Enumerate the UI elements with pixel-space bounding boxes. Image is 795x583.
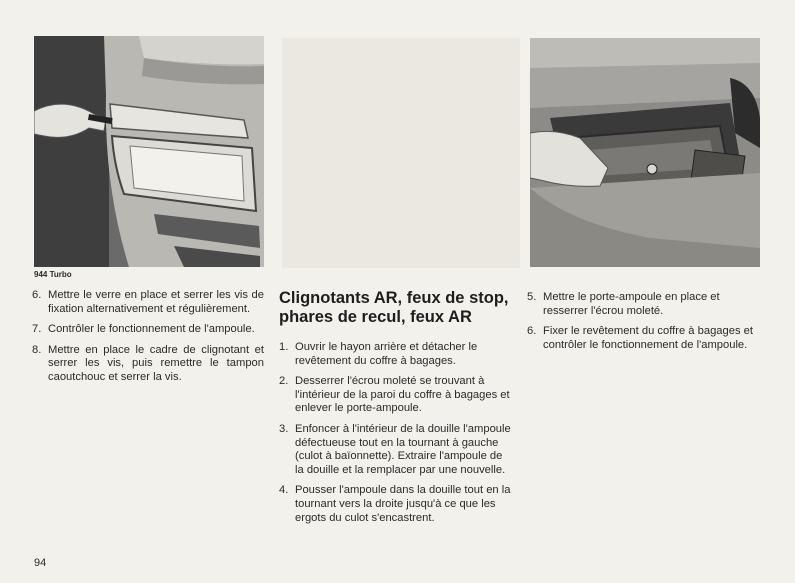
left-column <box>32 289 264 392</box>
step-number: 5. <box>527 291 537 303</box>
step-text: Mettre le porte-ampoule en place et resserrer l'écrou moleté. <box>543 291 720 317</box>
middle-column <box>279 289 511 532</box>
step-text: Mettre en place le cadre de clignotant et serrer les vis, puis remettre le tampon caoutchouc et serrer la vis. <box>48 343 264 383</box>
step-item <box>32 323 264 337</box>
step-item <box>527 291 759 318</box>
step-text: Ouvrir le hayon arrière et détacher le revêtement du coffre à bagages. <box>295 341 478 367</box>
step-item <box>279 375 511 416</box>
step-item <box>279 341 511 368</box>
step-number: 2. <box>279 375 289 388</box>
rear-lamp-holder-photo <box>530 38 760 267</box>
right-steps-list <box>527 291 759 352</box>
step-text: Pousser l'ampoule dans la douille tout en la tournant vers la droite jusqu'à ce que les ergots du culot s'encastrent. <box>295 484 511 524</box>
step-number: 7. <box>32 323 42 336</box>
step-item <box>32 289 264 316</box>
step-number: 4. <box>279 484 289 497</box>
step-number: 6. <box>527 325 537 338</box>
step-item <box>279 484 511 525</box>
section-title: Clignotants AR, feux de stop, phares de recul, feux AR <box>279 289 509 326</box>
bleed-through-shade <box>282 38 520 268</box>
step-text: Enfoncer à l'intérieur de la douille l'ampoule défectueuse tout en la tournant à gauche (culot à baïonnette). Extraire l'ampoule de la douille et la remplacer par une nouvelle. <box>295 422 511 476</box>
left-steps-list <box>32 289 264 385</box>
step-text: Fixer le revêtement du coffre à bagages et contrôler le fonctionnement de l'ampoule. <box>543 325 753 351</box>
step-text: Contrôler le fonctionnement de l'ampoule. <box>48 323 255 336</box>
right-column <box>527 291 759 359</box>
step-text: Mettre le verre en place et serrer les vis de fixation alternativement et régulièrement. <box>48 289 264 315</box>
step-item <box>32 344 264 385</box>
step-number: 8. <box>32 343 42 356</box>
figure-caption: 944 Turbo <box>34 270 72 279</box>
page-number: 94 <box>34 557 47 569</box>
step-number: 3. <box>279 422 289 435</box>
front-indicator-photo <box>34 36 264 267</box>
step-number: 1. <box>279 341 289 353</box>
step-item <box>527 325 759 352</box>
step-text: Desserrer l'écrou moleté se trouvant à l'intérieur de la paroi du coffre à bagages et enlever le porte-ampoule. <box>295 375 510 415</box>
step-number: 6. <box>32 289 42 301</box>
middle-steps-list <box>279 341 511 525</box>
step-item <box>279 423 511 477</box>
